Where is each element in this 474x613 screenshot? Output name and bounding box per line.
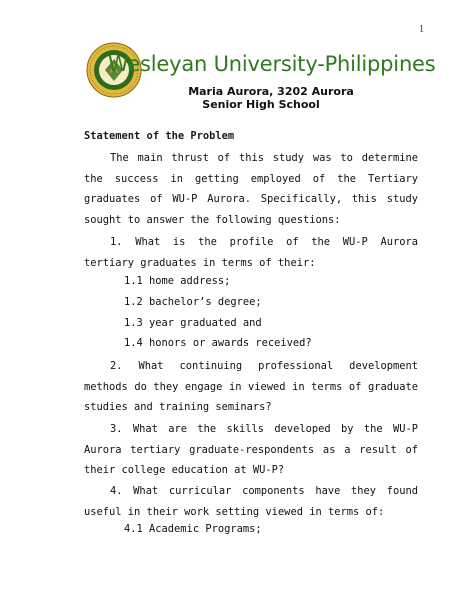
intro-paragraph: The main thrust of this study was to determine the success in getting employed of the Tertiary graduates of WU-P Aurora. Specifically, this study sought to answer the following questions: [84,152,418,227]
question-2: 2. What continuing professional development methods do they engage in viewed in terms of graduate studies and training seminars? [84,360,418,414]
section-heading: Statement of the Problem [84,130,235,142]
question-1-item: 1.4 honors or awards received? [124,337,312,349]
question-1-item: 1.2 bachelor’s degree; [124,296,262,308]
question-1-item: 1.1 home address; [124,275,231,287]
question-1: 1. What is the profile of the WU-P Aurora tertiary graduates in terms of their: [84,236,418,269]
question-4: 4. What curricular components have they found useful in their work setting viewed in terms of: [84,485,418,518]
question-1-item: 1.3 year graduated and [124,317,262,329]
page-number: 1 [419,24,424,35]
campus-address: Maria Aurora, 3202 Aurora [188,85,354,98]
university-title: Wesleyan University-Philippines [108,52,436,76]
question-4-item: 4.1 Academic Programs; [124,523,262,535]
question-3: 3. What are the skills developed by the WU-P Aurora tertiary graduate-respondents as a result of their college education at WU-P? [84,423,418,477]
school-name: Senior High School [202,98,320,111]
